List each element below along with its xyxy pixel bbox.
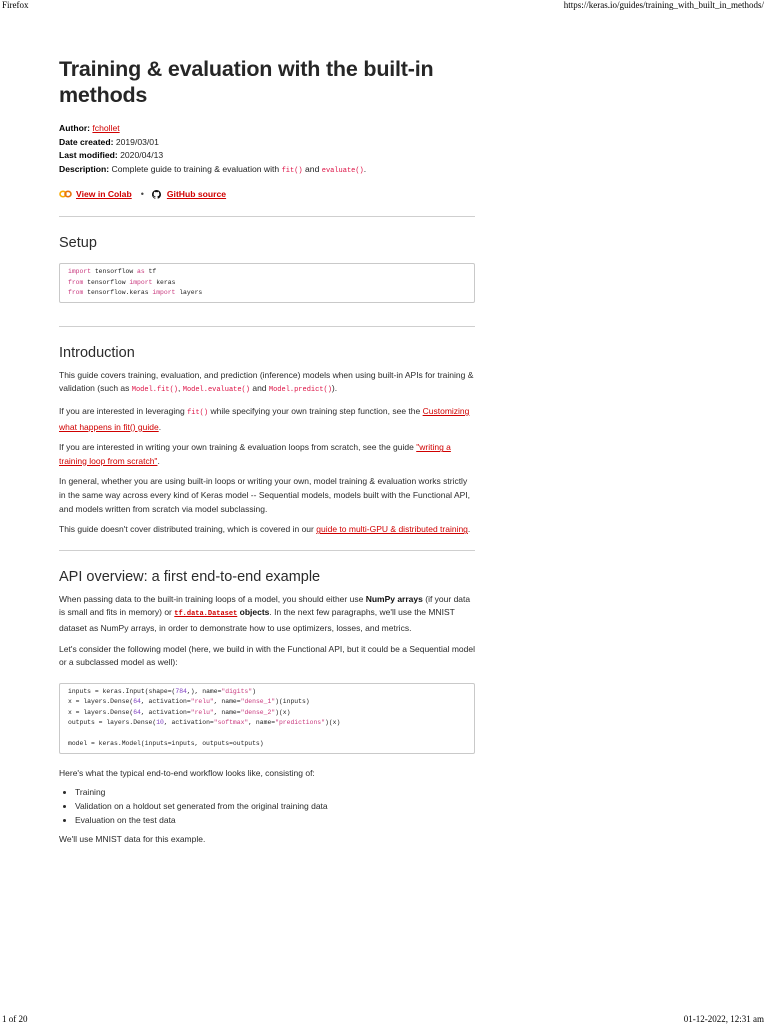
author-line <box>59 122 475 136</box>
view-in-colab-link[interactable]: View in Colab <box>76 189 132 200</box>
created-label: Date created: <box>59 136 114 147</box>
code-line <box>68 288 474 299</box>
link-separator: • <box>140 189 144 200</box>
list-item: • Validation on a holdout set generated from the original training data <box>75 800 475 814</box>
code-string: "softmax" <box>213 719 249 727</box>
code-line: model = keras.Model(inputs=inputs, outputs=outputs) <box>68 740 264 748</box>
code-keyword: import <box>68 268 92 276</box>
code-keyword: from <box>68 278 84 286</box>
code-string: "dense_2" <box>240 708 276 716</box>
text: and <box>252 383 267 394</box>
code-text: keras <box>152 278 176 286</box>
intro-paragraph-3 <box>59 441 475 468</box>
created-line <box>59 136 475 150</box>
text: (if your data is small and fits in memory) or <box>59 593 471 618</box>
distributed-training-guide-link[interactable]: guide to multi-GPU & distributed training <box>316 524 468 535</box>
page-url: https://keras.io/guides/training_with_built_in_methods/ <box>563 0 764 10</box>
code-line: x = layers.Dense(64, activation="relu", name="dense_1")(inputs) <box>68 698 310 706</box>
code-line: inputs = keras.Input(shape=(784,), name="digits") <box>68 687 256 695</box>
text: , <box>178 383 181 394</box>
colab-icon <box>59 190 72 198</box>
github-icon <box>152 190 161 199</box>
code-text: layers <box>175 289 203 297</box>
created-value: 2019/03/01 <box>115 136 159 147</box>
code-text: tensorflow.keras <box>83 289 153 297</box>
setup-heading: Setup <box>59 235 97 252</box>
browser-name: Firefox <box>2 0 29 10</box>
workflow-list <box>59 786 475 827</box>
objects-text: objects <box>239 607 270 618</box>
description-suffix: . <box>363 163 367 174</box>
modified-line <box>59 149 475 163</box>
article <box>59 56 475 847</box>
article-meta <box>59 122 475 178</box>
code-string: "relu" <box>190 698 214 706</box>
code-keyword: import <box>152 289 176 297</box>
text: This guide covers training, evaluation, and prediction (inference) models when using built-in APIs for training & validation (such as <box>59 369 474 394</box>
code-text: tf <box>144 268 157 276</box>
text: If you are interested in leveraging <box>59 406 185 417</box>
model-code-block[interactable] <box>59 683 475 754</box>
code-number: 10 <box>156 719 164 727</box>
api-paragraph-2: Let's consider the following model (here, we build in with the Functional API, but it could be a Sequential model or a subclassed model as well): <box>59 643 476 668</box>
source-links <box>59 189 475 199</box>
page-count: 1 of 20 <box>2 1014 28 1024</box>
intro-paragraph-4: In general, whether you are using built-in loops or writing your own, model training & evaluation works strictly in the same way across every kind of Keras model -- Sequential models, models built with the Functional API, and models written from scratch via model subclassing. <box>59 476 471 514</box>
intro-paragraph-5 <box>59 523 475 537</box>
code-line <box>68 267 474 278</box>
numpy-arrays-text: NumPy arrays <box>365 593 423 604</box>
fit-code: fit() <box>187 409 209 418</box>
training-loop-guide-link[interactable]: "writing a training loop from scratch" <box>59 442 451 466</box>
text: . <box>467 524 471 535</box>
modified-value: 2020/04/13 <box>120 150 164 161</box>
list-item: • Evaluation on the test data <box>75 814 475 828</box>
divider <box>59 216 475 217</box>
model-fit-code: Model.fit() <box>131 386 178 395</box>
setup-code-block[interactable] <box>59 263 475 303</box>
modified-label: Last modified: <box>59 150 118 161</box>
evaluate-code: evaluate() <box>321 166 364 175</box>
code-line: x = layers.Dense(64, activation="relu", name="dense_2")(x) <box>68 708 291 716</box>
intro-paragraph-1 <box>59 369 475 398</box>
api-overview-heading: API overview: a first end-to-end example <box>59 568 321 585</box>
fit-code: fit() <box>281 166 303 175</box>
api-paragraph-4: We'll use MNIST data for this example. <box>59 834 206 845</box>
description-line <box>59 163 475 179</box>
github-source-link[interactable]: GitHub source <box>166 189 227 200</box>
code-string: "digits" <box>221 687 253 695</box>
code-string: "predictions" <box>275 719 325 727</box>
text: ). <box>331 383 338 394</box>
divider <box>59 550 475 551</box>
text: . <box>158 421 162 432</box>
introduction-heading: Introduction <box>59 344 135 361</box>
text: while specifying your own training step function, see the <box>210 406 421 417</box>
code-text: tensorflow <box>91 268 138 276</box>
author-label: Author: <box>59 123 91 133</box>
code-string: "relu" <box>190 708 214 716</box>
divider <box>59 326 475 327</box>
intro-paragraph-2 <box>59 405 475 434</box>
code-number: 64 <box>133 708 141 716</box>
description-and: and <box>305 163 320 174</box>
code-string: "dense_1" <box>240 698 276 706</box>
description-label: Description: <box>59 163 110 174</box>
text: When passing data to the built-in training loops of a model, you should either use <box>59 593 364 604</box>
print-date: 01-12-2022, 12:31 am <box>683 1014 764 1024</box>
author-link[interactable]: fchollet <box>92 123 120 133</box>
api-paragraph-3: Here's what the typical end-to-end workflow looks like, consisting of: <box>59 767 315 778</box>
text: . <box>157 455 160 466</box>
api-paragraph-1 <box>59 593 475 636</box>
text: . In the next few paragraphs, we'll use the MNIST dataset as NumPy arrays, in order to demonstrate how to use optimizers, losses, and metrics. <box>59 607 455 633</box>
code-number: 64 <box>133 698 141 706</box>
print-header <box>0 0 768 12</box>
code-keyword: as <box>137 268 145 276</box>
code-line: outputs = layers.Dense(10, activation="softmax", name="predictions")(x) <box>68 719 341 727</box>
print-footer <box>0 1014 768 1026</box>
code-keyword: from <box>68 289 84 297</box>
description-text: Complete guide to training & evaluation with <box>111 163 280 174</box>
tf-data-dataset-link[interactable]: tf.data.Dataset <box>174 610 238 619</box>
code-text: tensorflow <box>83 278 130 286</box>
list-item: • Training <box>75 786 475 800</box>
text: This guide doesn't cover distributed training, which is covered in our <box>59 524 314 535</box>
model-predict-code: Model.predict() <box>268 386 332 395</box>
code-keyword: import <box>129 278 153 286</box>
code-line <box>68 278 474 289</box>
customizing-fit-guide-link[interactable]: Customizing what happens in fit() guide <box>59 406 470 432</box>
text: If you are interested in writing your own training & evaluation loops from scratch, see the guide <box>59 442 414 453</box>
page-title: Training & evaluation with the built-in methods <box>59 57 434 107</box>
model-evaluate-code: Model.evaluate() <box>182 386 250 395</box>
code-line <box>68 729 474 740</box>
code-number: 784 <box>175 687 187 695</box>
